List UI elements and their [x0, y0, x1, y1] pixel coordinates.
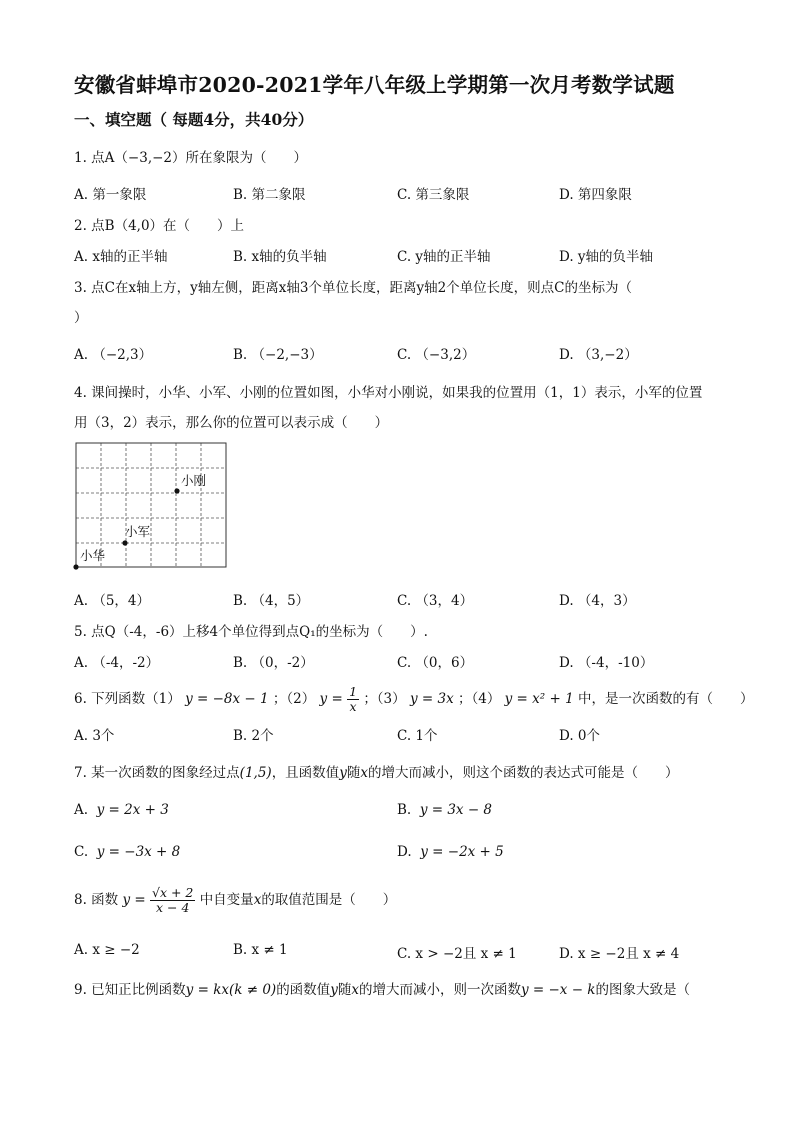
question-1-option-c: C. 第三象限: [397, 187, 470, 203]
question-7-stem: [74, 761, 678, 781]
question-3-option-c: C. （−3,2）: [397, 347, 476, 363]
option-label: D.: [397, 844, 412, 860]
question-2-option-b: B. x轴的负半轴: [233, 249, 327, 265]
question-6-option-d: D. 0个: [559, 728, 601, 744]
option-formula: y = −2x + 5: [420, 844, 504, 860]
question-1-stem: 1. 点A（−3,−2）所在象限为（ ）: [74, 150, 308, 166]
question-5-option-a: A. （-4，-2）: [74, 655, 160, 671]
question-1-option-a: A. 第一象限: [74, 187, 147, 203]
question-7-var-y: y: [339, 765, 347, 781]
question-8-option-d: D. x ≥ −2且 x ≠ 4: [559, 946, 680, 962]
question-9-formula-2: y = −x − k: [520, 982, 596, 998]
question-6-formula-3: y = 3x: [409, 691, 454, 707]
question-3-stem-line-2: ）: [74, 310, 88, 326]
question-6-text-4: ；（4）: [457, 691, 501, 707]
question-9-formula-1: y = kx(k ≠ 0): [185, 982, 277, 998]
question-1-option-d: D. 第四象限: [559, 187, 632, 203]
question-6-text-5: 中，是一次函数的有（ ）: [577, 691, 754, 707]
question-6-text-2: ；（2）: [272, 691, 316, 707]
question-8-option-c: C. x > −2且 x ≠ 1: [397, 946, 517, 962]
fraction-denominator: x − 4: [155, 900, 190, 915]
point-xiaogang: [174, 488, 179, 493]
question-3-option-b: B. （−2,−3）: [233, 347, 323, 363]
point-xiaojun: [122, 540, 127, 545]
question-7-text-3: 随: [346, 765, 361, 781]
question-7-option-b: [397, 802, 492, 818]
question-6-stem: [74, 685, 753, 714]
question-8-y-equals: y =: [122, 892, 146, 908]
question-7-text-4: 的增大而减小，则这个函数的表达式可能是（ ）: [367, 765, 679, 781]
option-label: B.: [397, 802, 412, 818]
question-5-option-c: C. （0，6）: [397, 655, 474, 671]
question-9-text-2: 的函数值: [276, 982, 331, 998]
fraction-numerator: √x + 2: [152, 885, 194, 900]
question-2-option-c: C. y轴的正半轴: [397, 249, 491, 265]
label-xiaohua: 小华: [80, 548, 106, 563]
question-6-option-c: C. 1个: [397, 728, 438, 744]
question-9-text-3: 随: [337, 982, 352, 998]
question-9-var-x: x: [351, 982, 359, 998]
question-7-var-x: x: [360, 765, 368, 781]
question-8-text-2: 中自变量: [199, 892, 254, 908]
question-2-option-a: A. x轴的正半轴: [74, 249, 168, 265]
option-label: C.: [74, 844, 89, 860]
question-6-option-b: B. 2个: [233, 728, 274, 744]
question-7-text-1: 7. 某一次函数的图象经过点: [74, 765, 240, 781]
question-8-option-a: A. x ≥ −2: [74, 942, 140, 958]
question-8-text-3: 的取值范围是（ ）: [261, 892, 397, 908]
question-6-formula-2-left: y =: [319, 691, 343, 707]
question-7-option-a: [74, 802, 169, 818]
question-4-stem-line-2: 用（3，2）表示，那么你的位置可以表示成（ ）: [74, 415, 389, 431]
question-1-option-b: B. 第二象限: [233, 187, 306, 203]
question-2-option-d: D. y轴的负半轴: [559, 249, 654, 265]
question-4-option-c: C. （3，4）: [397, 593, 474, 609]
question-6-formula-4: y = x² + 1: [504, 691, 574, 707]
question-7-option-d: [397, 844, 504, 860]
question-8-fraction: [150, 886, 195, 915]
question-8-stem: [74, 886, 396, 915]
question-9-text-1: 9. 已知正比例函数: [74, 982, 186, 998]
option-label: A.: [74, 802, 89, 818]
question-4-option-a: A. （5，4）: [74, 593, 151, 609]
point-xiaohua: [73, 564, 78, 569]
question-3-option-a: A. （−2,3）: [74, 347, 153, 363]
question-9-text-4: 的增大而减小，则一次函数: [358, 982, 521, 998]
question-8-var-x: x: [253, 892, 262, 908]
question-7-option-c: [74, 844, 180, 860]
question-8-option-b: B. x ≠ 1: [233, 942, 288, 958]
question-2-stem: 2. 点B（4,0）在（ ）上: [74, 218, 245, 234]
question-6-option-a: A. 3个: [74, 728, 115, 744]
question-9-var-y: y: [330, 982, 338, 998]
question-6-formula-1: y = −8x − 1: [185, 691, 269, 707]
option-formula: y = 3x − 8: [419, 802, 493, 818]
position-grid-figure: [70, 440, 232, 572]
label-xiaojun: 小军: [125, 524, 151, 539]
page-title: 安徽省蚌埠市2020-2021学年八年级上学期第一次月考数学试题: [74, 73, 675, 97]
question-5-stem: 5. 点Q（-4，-6）上移4个单位得到点Q₁的坐标为（ ）.: [74, 624, 428, 640]
fraction-denominator: x: [349, 699, 357, 714]
option-formula: y = 2x + 3: [96, 802, 169, 818]
question-4-stem-line-1: 4. 课间操时，小华、小军、小刚的位置如图，小华对小刚说，如果我的位置用（1，1）表示，小军的位置: [74, 385, 703, 401]
question-4-option-b: B. （4，5）: [233, 593, 310, 609]
question-3-option-d: D. （3,−2）: [559, 347, 638, 363]
question-8-text-1: 8. 函数: [74, 892, 119, 908]
question-7-text-2: ，且函数值: [271, 765, 340, 781]
label-xiaogang: 小刚: [181, 473, 207, 488]
question-6-text-3: ；（3）: [363, 691, 406, 707]
question-9-stem: [74, 978, 690, 998]
option-formula: y = −3x + 8: [96, 844, 181, 860]
question-3-stem-line-1: 3. 点C在x轴上方，y轴左侧，距离x轴3个单位长度，距离y轴2个单位长度，则点C的坐标为（: [74, 280, 632, 296]
question-6-formula-2-fraction: [347, 685, 359, 714]
question-5-option-b: B. （0，-2）: [233, 655, 314, 671]
fraction-numerator: 1: [349, 684, 358, 699]
question-7-point: (1,5): [239, 765, 272, 781]
question-5-option-d: D. （-4，-10）: [559, 655, 654, 671]
question-9-text-5: 的图象大致是（: [595, 982, 690, 998]
section-heading: 一、填空题（ 每题4分，共40分）: [74, 110, 314, 129]
question-6-text-1: 6. 下列函数（1）: [74, 691, 181, 707]
question-4-option-d: D. （4，3）: [559, 593, 636, 609]
